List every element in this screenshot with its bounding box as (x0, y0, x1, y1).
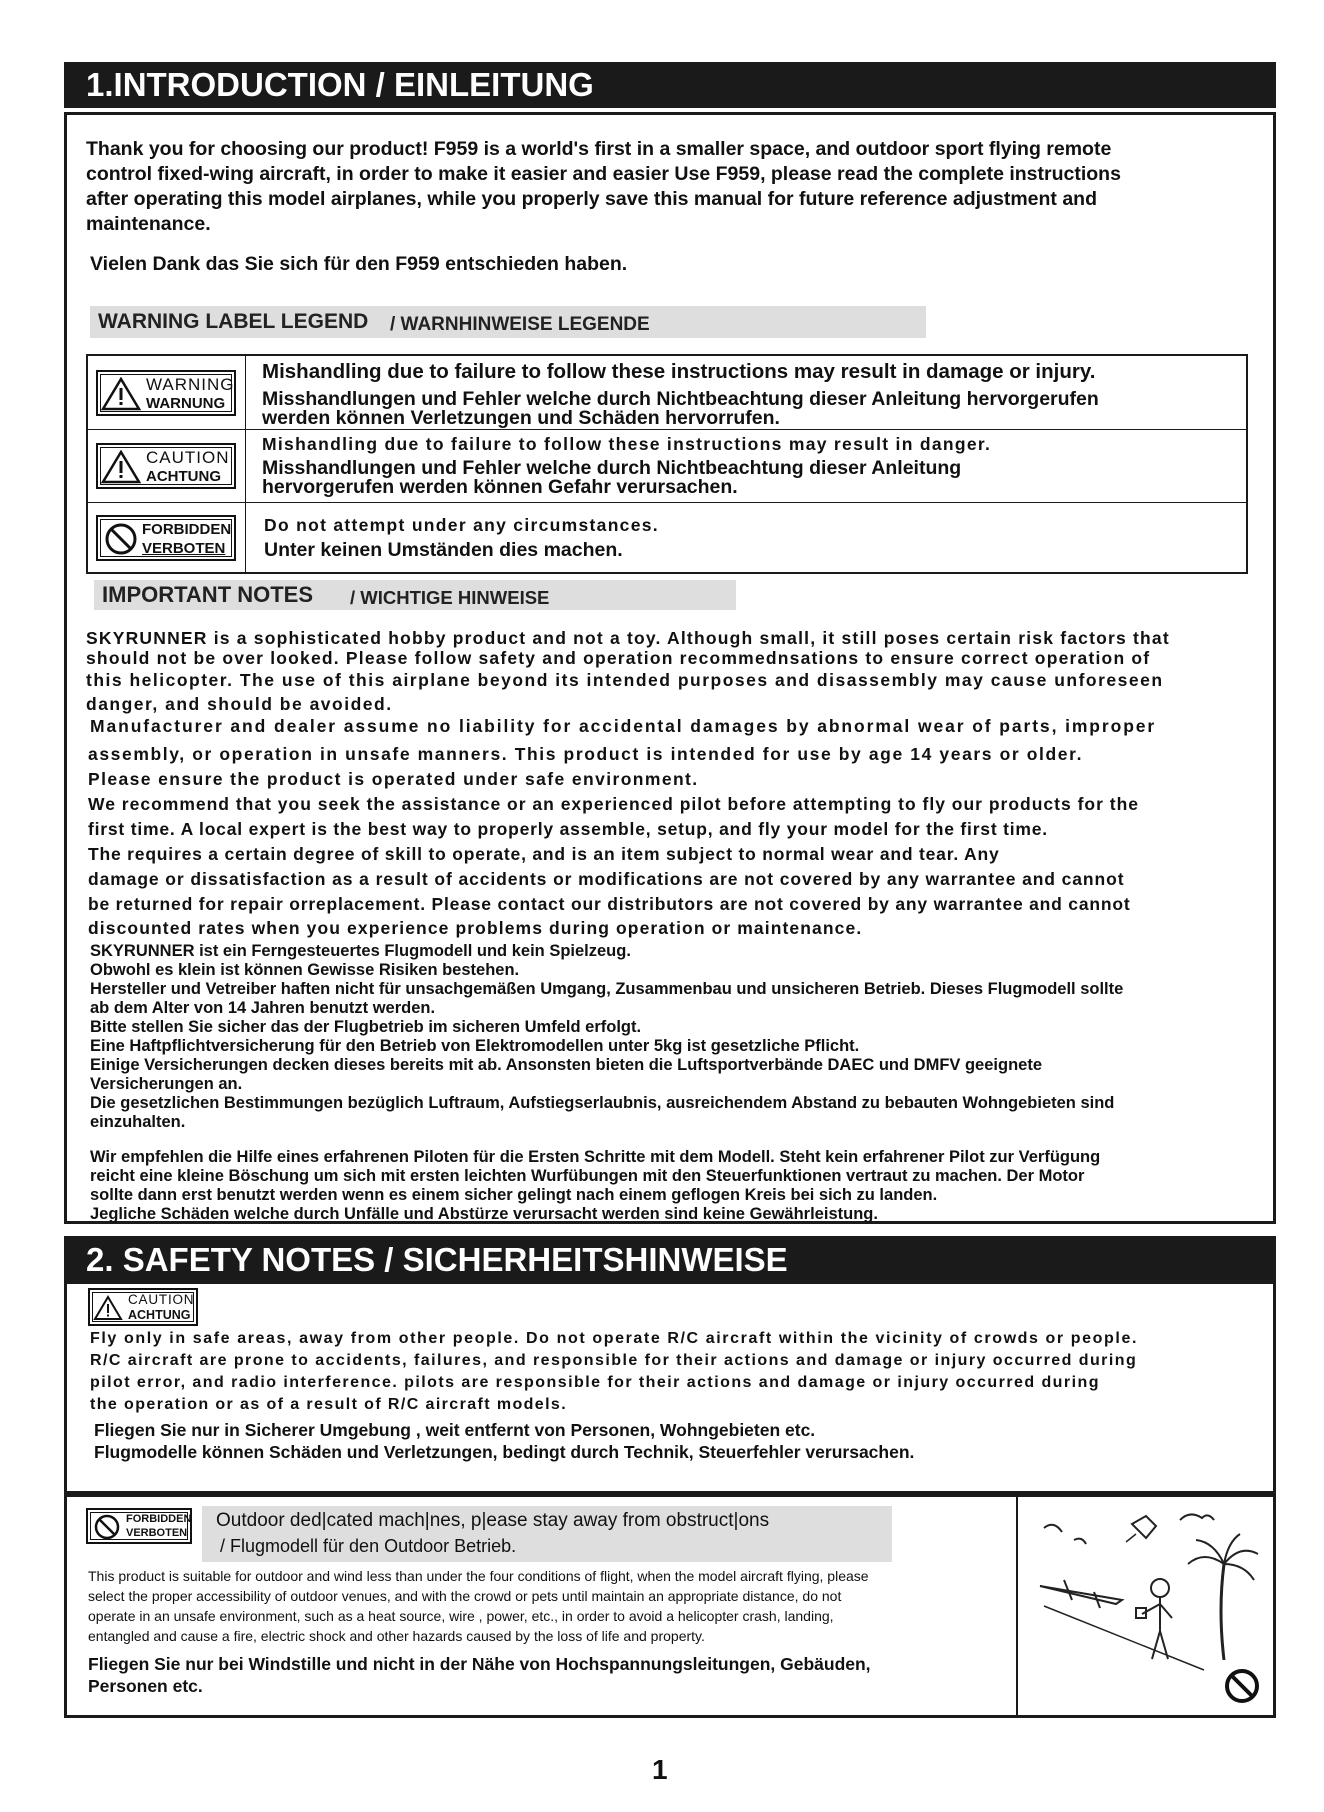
forbidden-circle-icon (101, 522, 141, 556)
note-en-13: discounted rates when you experience problems during operation or maintenance. (88, 918, 863, 938)
caution-badge (96, 443, 236, 489)
note-en-8: We recommend that you seek the assistance or an experienced pilot before attempting to fly our products for the (88, 794, 1140, 814)
forbidden-text-en: Do not attempt under any circumstances. (264, 515, 659, 535)
warning-text-de-1: Misshandlungen und Fehler welche durch Nichtbeachtung dieser Anleitung hervorgerufen (262, 388, 1099, 410)
safety-caution-badge (88, 1288, 198, 1326)
caution-text-de-1: Misshandlungen und Fehler welche durch Nichtbeachtung dieser Anleitung (262, 457, 962, 479)
forbidden-circle-icon (92, 1513, 122, 1541)
safety-caution-en: CAUTION (128, 1292, 195, 1307)
note-en-1: SKYRUNNER is a sophisticated hobby product and not a toy. Although small, it still poses certain risk factors that (86, 628, 1170, 648)
section1-header (64, 62, 1276, 108)
intro-line-2: control fixed-wing aircraft, in order to make it easier and easier Use F959, please read the complete instructions (86, 163, 1121, 185)
section2-title: 2. SAFETY NOTES / SICHERHEITSHINWEISE (86, 1241, 788, 1278)
note-de-3: Hersteller und Vetreiber haften nicht für unsachgemäßen Umgang, Zusammenbau und unsicheren Betrieb. Dieses Flugmodell sollte (90, 980, 1124, 998)
note-de2-1: Wir empfehlen die Hilfe eines erfahrenen Piloten für die Ersten Schritte mit dem Modell. Steht kein erfahrener Pilot zur Verfügung (90, 1148, 1101, 1166)
warning-badge (96, 370, 236, 416)
legend-icon-cell (88, 356, 246, 429)
legend-heading-de: / WARNHINWEISE LEGENDE (390, 314, 650, 335)
outdoor-divider (1016, 1494, 1018, 1718)
outdoor-forbidden-en: FORBIDDEN (126, 1513, 192, 1525)
note-en-10: The requires a certain degree of skill to operate, and is an item subject to normal wear and tear. Any (88, 844, 1000, 864)
outdoor-de-2: Personen etc. (88, 1676, 203, 1696)
note-de-4: ab dem Alter von 14 Jahren benutzt werden. (90, 999, 436, 1017)
note-de-7: Einige Versicherungen decken dieses bereits mit ab. Ansonsten bieten die Luftsportverbände DAEC und DMFV geeignete (90, 1056, 1043, 1074)
safety-en-1: Fly only in safe areas, away from other people. Do not operate R/C aircraft within the vicinity of crowds or people. (90, 1330, 1138, 1347)
note-de2-3: sollte dann erst benutzt werden wenn es einem sicher gelingt nach einem geflogen Kreis bei sich zu landen. (90, 1186, 938, 1204)
note-en-2: should not be over looked. Please follow safety and operation recommednsations to ensure correct operation of (86, 648, 1151, 668)
caution-badge-de: ACHTUNG (146, 468, 221, 485)
no-flying-near-people-illustration (1024, 1500, 1272, 1712)
outdoor-en-1: This product is suitable for outdoor and wind less than under the four conditions of flight, when the model aircraft flying, please (88, 1568, 869, 1584)
note-de-8: Versicherungen an. (90, 1075, 243, 1093)
forbidden-text-de: Unter keinen Umständen dies machen. (264, 539, 623, 561)
caution-triangle-icon (93, 1295, 123, 1321)
note-de-5: Bitte stellen Sie sicher das der Flugbetrieb im sicheren Umfeld erfolgt. (90, 1018, 642, 1036)
warning-badge-en: WARNING (146, 374, 235, 394)
intro-line-1: Thank you for choosing our product! F959 is a world's first in a smaller space, and outdoor sport flying remote (86, 138, 1112, 160)
outdoor-en-3: operate in an unsafe environment, such as a heat source, wire , power, etc., in order to avoid a helicopter crash, landing, (88, 1608, 834, 1624)
caution-text-de-2: hervorgerufen werden können Gefahr verursachen. (262, 476, 738, 498)
safety-en-2: R/C aircraft are prone to accidents, failures, and responsible for their actions and damage or injury occurred during (90, 1352, 1138, 1369)
forbidden-badge (96, 515, 236, 561)
safety-caution-de: ACHTUNG (128, 1308, 191, 1322)
legend-row-forbidden (88, 502, 1246, 572)
note-de-10: einzuhalten. (90, 1113, 186, 1131)
caution-badge-en: CAUTION (146, 448, 230, 467)
legend-icon-cell (88, 503, 246, 572)
legend-row-caution (88, 429, 1246, 502)
forbidden-badge-de: VERBOTEN (142, 539, 226, 557)
caution-triangle-icon (101, 450, 141, 484)
note-en-9: first time. A local expert is the best way to properly assemble, setup, and fly your model for the first time. (88, 819, 1048, 839)
warning-text-de-2: werden können Verletzungen und Schäden hervorrufen. (262, 407, 780, 429)
note-de-1: SKYRUNNER ist ein Ferngesteuertes Flugmodell und kein Spielzeug. (90, 942, 631, 960)
note-en-11: damage or dissatisfaction as a result of accidents or modifications are not covered by any warrantee and cannot (88, 869, 1125, 889)
outdoor-heading-en: Outdoor ded|cated mach|nes, p|ease stay away from obstruct|ons (216, 1510, 770, 1531)
warning-triangle-icon (101, 377, 141, 411)
note-en-3: this helicopter. The use of this airplane beyond its intended purposes and disassembly may cause unforeseen (86, 670, 1164, 690)
note-en-6: assembly, or operation in unsafe manners. This product is intended for use by age 14 years or older. (88, 744, 1084, 764)
outdoor-en-4: entangled and cause a fire, electric shock and other hazards caused by the loss of life and property. (88, 1628, 705, 1644)
note-de-9: Die gesetzlichen Bestimmungen bezüglich Luftraum, Aufstiegserlaubnis, ausreichendem Abstand zu bebauten Wohngebieten sind (90, 1094, 1115, 1112)
note-de-2: Obwohl es klein ist können Gewisse Risiken bestehen. (90, 961, 520, 979)
intro-line-4: maintenance. (86, 213, 211, 235)
outdoor-forbidden-badge (86, 1508, 192, 1544)
safety-de-1: Fliegen Sie nur in Sicherer Umgebung , weit entfernt von Personen, Wohngebieten etc. (94, 1420, 816, 1440)
note-de2-2: reicht eine kleine Böschung um sich mit ersten leichten Wurfübungen mit den Steuerfunktionen vertraut zu machen. Der Motor (90, 1167, 1085, 1185)
warning-text-en: Mishandling due to failure to follow these instructions may result in damage or injury. (262, 360, 1096, 383)
note-en-12: be returned for repair orreplacement. Please contact our distributors are not covered by any warrantee and cannot (88, 894, 1131, 914)
warning-legend-table (86, 354, 1248, 574)
section2-header (64, 1236, 1276, 1284)
notes-heading-en: IMPORTANT NOTES (102, 582, 314, 607)
safety-en-3: pilot error, and radio interference. pilots are responsible for their actions and damage or injury occurred during (90, 1374, 1100, 1391)
legend-heading-en: WARNING LABEL LEGEND (98, 310, 369, 333)
legend-row-warning (88, 356, 1246, 429)
section1-title: 1.INTRODUCTION / EINLEITUNG (86, 66, 594, 103)
note-en-4: danger, and should be avoided. (86, 694, 393, 714)
outdoor-forbidden-de: VERBOTEN (126, 1527, 188, 1539)
intro-de: Vielen Dank das Sie sich für den F959 entschieden haben. (90, 253, 628, 275)
outdoor-de-1: Fliegen Sie nur bei Windstille und nicht in der Nähe von Hochspannungsleitungen, Gebäuden, (88, 1654, 871, 1674)
outdoor-heading-de: / Flugmodell für den Outdoor Betrieb. (220, 1536, 517, 1556)
note-en-5: Manufacturer and dealer assume no liability for accidental damages by abnormal wear of parts, improper (90, 716, 1157, 736)
note-de-6: Eine Haftpflichtversicherung für den Betrieb von Elektromodellen unter 5kg ist gesetzliche Pflicht. (90, 1037, 860, 1055)
outdoor-en-2: select the proper accessibility of outdoor venues, and with the crowd or pets until maintain an appropriate distance, do not (88, 1588, 842, 1604)
caution-text-en: Mishandling due to failure to follow these instructions may result in danger. (262, 434, 992, 454)
note-de2-4: Jegliche Schäden welche durch Unfälle und Abstürze verursacht werden sind keine Gewährleistung. (90, 1205, 878, 1223)
safety-en-4: the operation or as of a result of R/C aircraft models. (90, 1396, 568, 1413)
forbidden-badge-en: FORBIDDEN (142, 520, 232, 538)
notes-heading-de: / WICHTIGE HINWEISE (350, 587, 550, 608)
page-number: 1 (652, 1754, 668, 1785)
warning-badge-de: WARNUNG (146, 394, 226, 412)
note-en-7: Please ensure the product is operated under safe environment. (88, 769, 699, 789)
safety-de-2: Flugmodelle können Schäden und Verletzungen, bedingt durch Technik, Steuerfehler verursachen. (94, 1442, 915, 1462)
legend-icon-cell (88, 430, 246, 502)
intro-line-3: after operating this model airplanes, while you properly save this manual for future reference adjustment and (86, 188, 1097, 210)
